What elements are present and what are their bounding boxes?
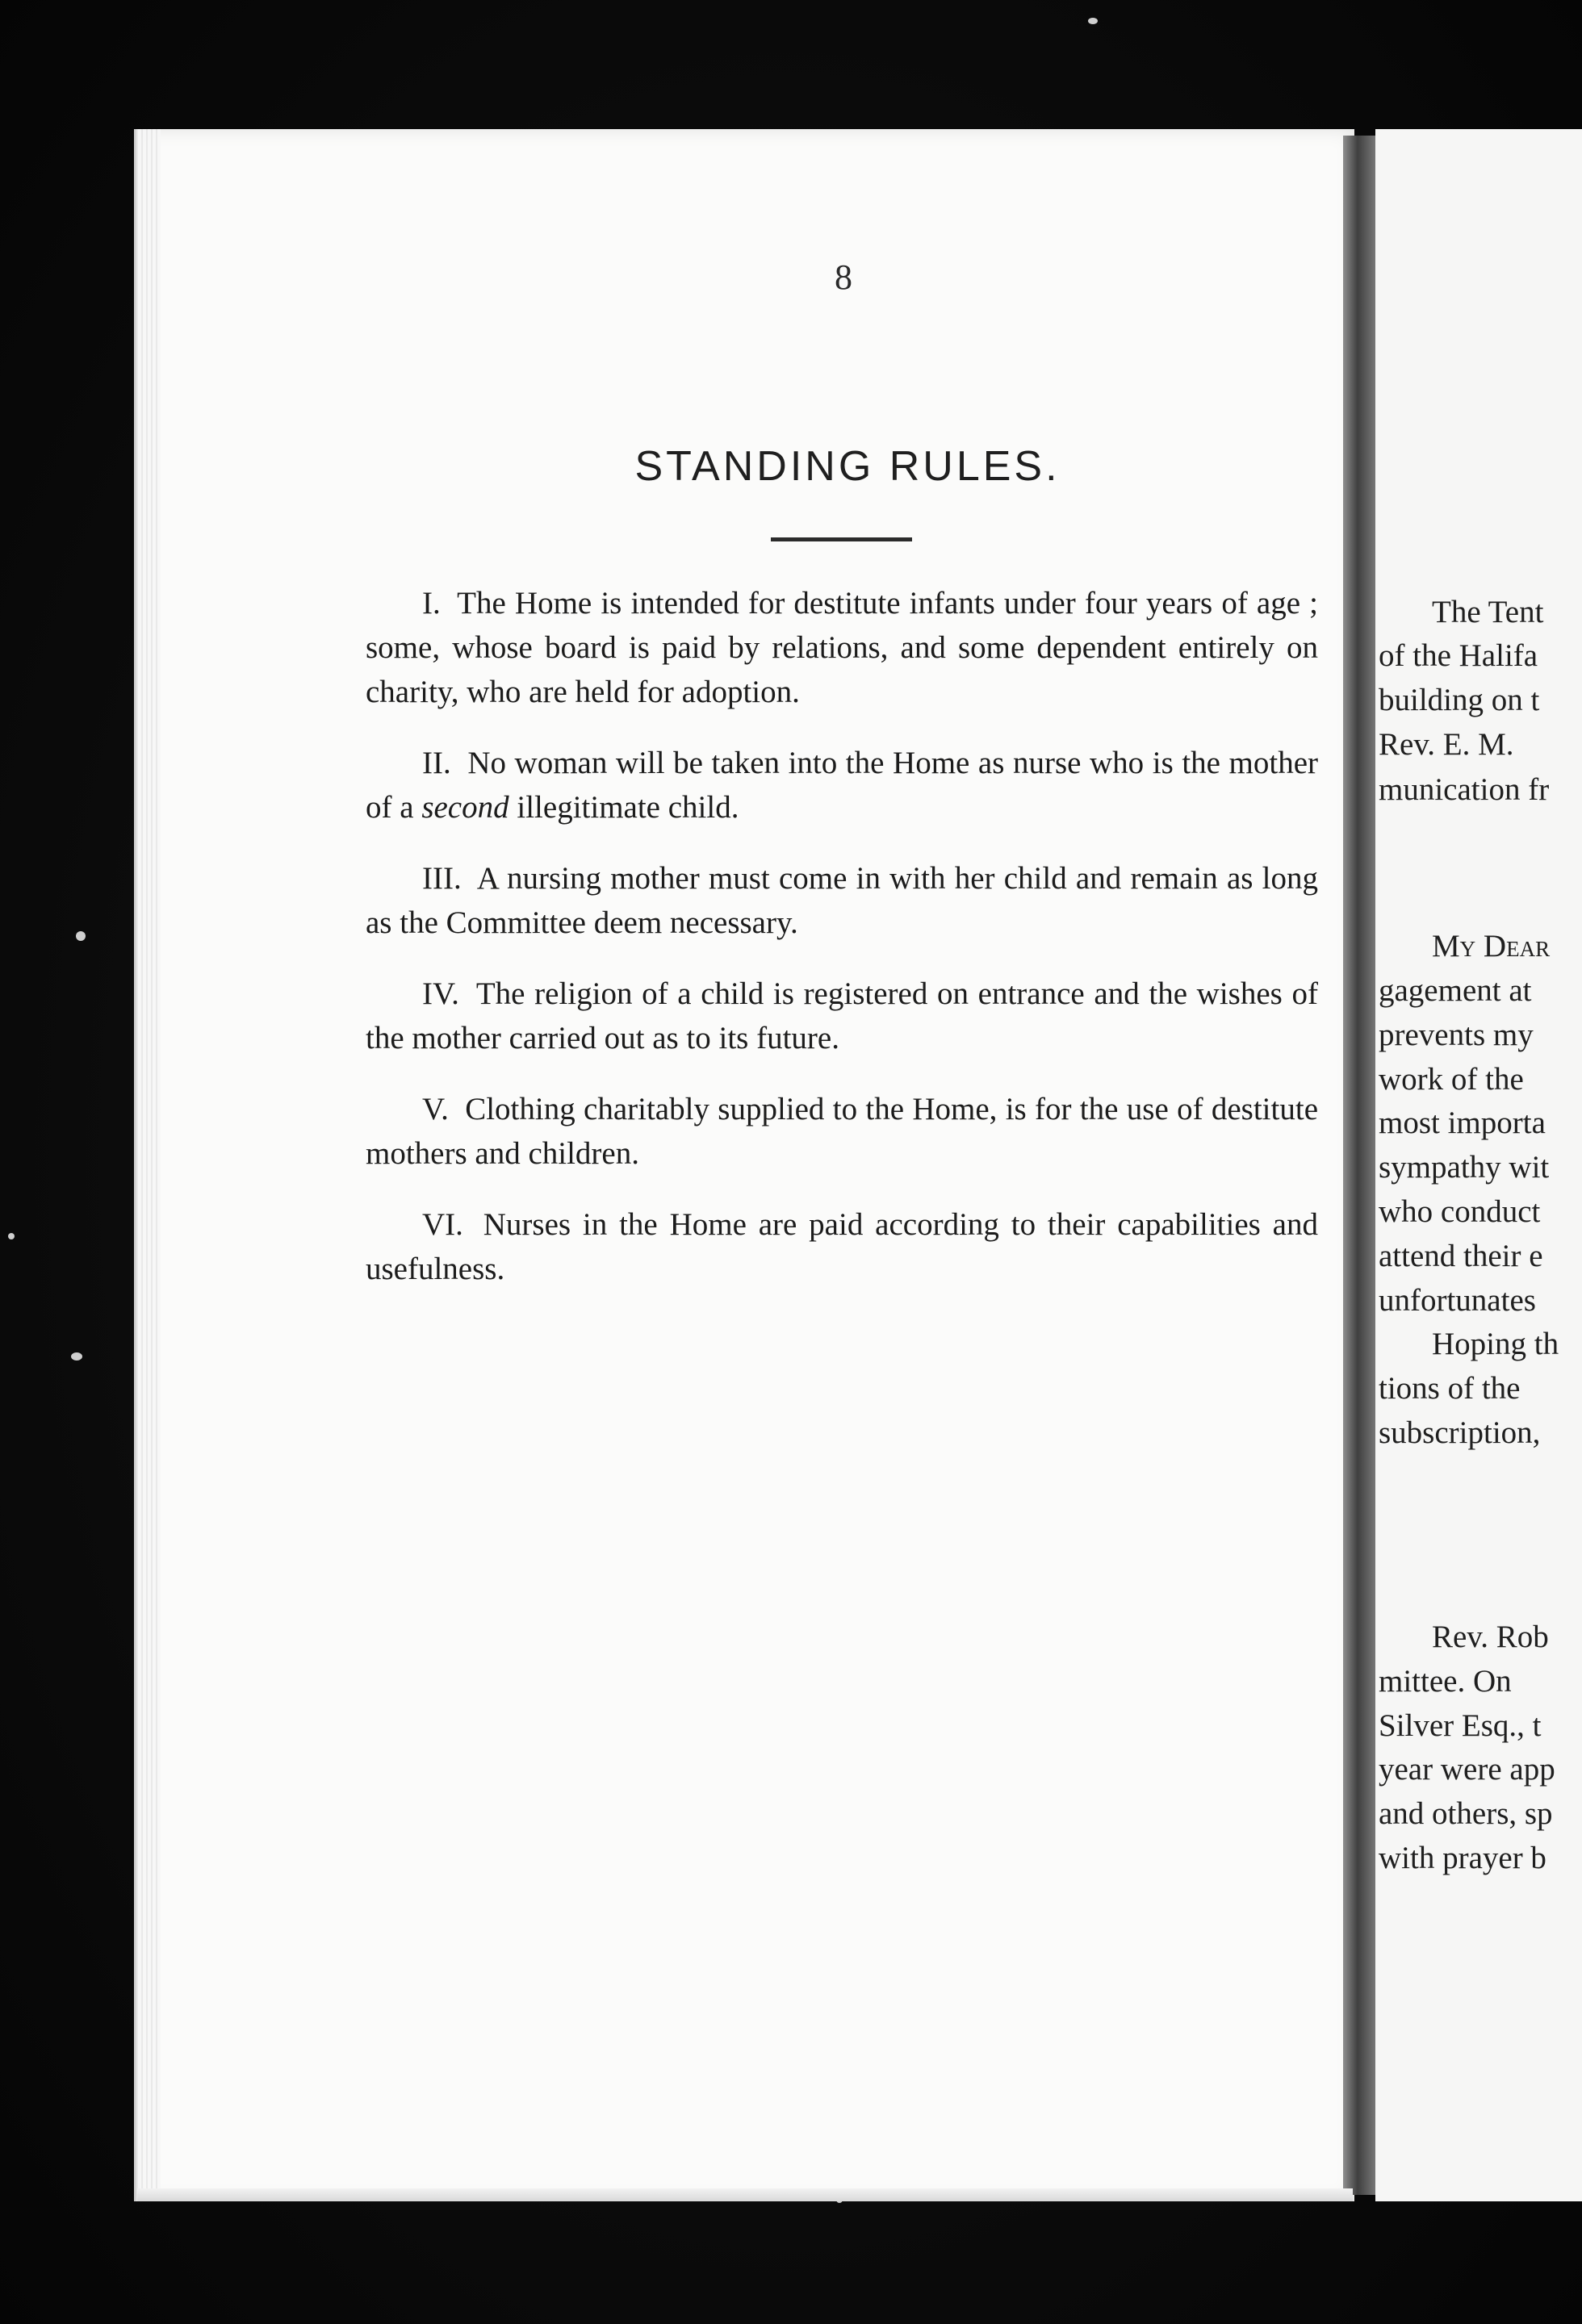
rule-emphasis: second	[421, 790, 509, 825]
facing-line: The Tent	[1432, 595, 1544, 629]
facing-line: Hoping th	[1432, 1327, 1559, 1361]
facing-line: munication fr	[1379, 772, 1550, 807]
rule-number: I.	[422, 586, 441, 621]
rule-number: V.	[422, 1092, 449, 1126]
facing-line: sympathy wit	[1379, 1150, 1550, 1185]
rule-number: II.	[422, 746, 451, 780]
page-heading: STANDING RULES.	[634, 443, 1061, 490]
rule-text: The Home is intended for destitute infants under four years of age ; some, whose board is paid by relations, and some dependent entirely on charity, who are held for adoption.	[366, 586, 1318, 709]
rule-text: illegitimate child.	[508, 790, 739, 825]
facing-line: who conduct	[1379, 1194, 1541, 1229]
standing-rules-list	[366, 581, 1318, 1318]
facing-line: with prayer b	[1379, 1841, 1546, 1875]
page-edge	[134, 129, 161, 2201]
rule-item	[366, 581, 1318, 714]
facing-page-text	[1379, 0, 1582, 2324]
page-number: 8	[835, 257, 852, 297]
dust-speck	[8, 1233, 15, 1239]
rule-text: No woman will be taken into the Home as nurse who is the mother of a	[366, 746, 1319, 825]
facing-line: most importa	[1379, 1106, 1546, 1140]
facing-line: and others, sp	[1379, 1796, 1553, 1831]
rule-item	[366, 1202, 1318, 1291]
dust-speck	[76, 931, 86, 941]
facing-line: of the Halifa	[1379, 638, 1538, 673]
facing-line: tions of the	[1379, 1371, 1521, 1406]
rule-item	[366, 1087, 1318, 1176]
page-bottom-edge	[137, 2188, 1353, 2201]
facing-line: My Dear	[1432, 929, 1551, 963]
dust-speck	[1088, 18, 1098, 24]
rule-text: A nursing mother must come in with her child and remain as long as the Committee deem necessary.	[366, 861, 1318, 940]
rule-text: Nurses in the Home are paid according to their capabilities and usefulness.	[366, 1207, 1318, 1286]
facing-line: Silver Esq., t	[1379, 1708, 1542, 1743]
dust-speck	[71, 1352, 82, 1361]
rule-item	[366, 972, 1318, 1060]
facing-line: work of the	[1379, 1062, 1524, 1097]
rule-text: Clothing charitably supplied to the Home, is for the use of destitute mothers and children.	[366, 1092, 1319, 1171]
rule-number: IV.	[422, 976, 459, 1011]
rule-item	[366, 741, 1318, 830]
rule-number: VI.	[422, 1207, 463, 1242]
rule-text: The religion of a child is registered on entrance and the wishes of the mother carried out as to its future.	[366, 976, 1318, 1055]
facing-line: Rev. Rob	[1432, 1620, 1549, 1654]
book-gutter	[1343, 136, 1375, 2195]
facing-line: gagement at	[1379, 973, 1532, 1008]
facing-line: prevents my	[1379, 1018, 1534, 1052]
facing-line: unfortunates	[1379, 1283, 1536, 1318]
facing-line: Rev. E. M.	[1379, 727, 1514, 762]
facing-line: mittee. On	[1379, 1664, 1512, 1699]
rule-item	[366, 856, 1318, 945]
facing-line: year were app	[1379, 1752, 1555, 1787]
facing-line: building on t	[1379, 683, 1540, 717]
facing-line: subscription,	[1379, 1415, 1541, 1450]
facing-line: attend their e	[1379, 1239, 1543, 1273]
heading-divider	[771, 537, 912, 541]
rule-number: III.	[422, 861, 462, 896]
